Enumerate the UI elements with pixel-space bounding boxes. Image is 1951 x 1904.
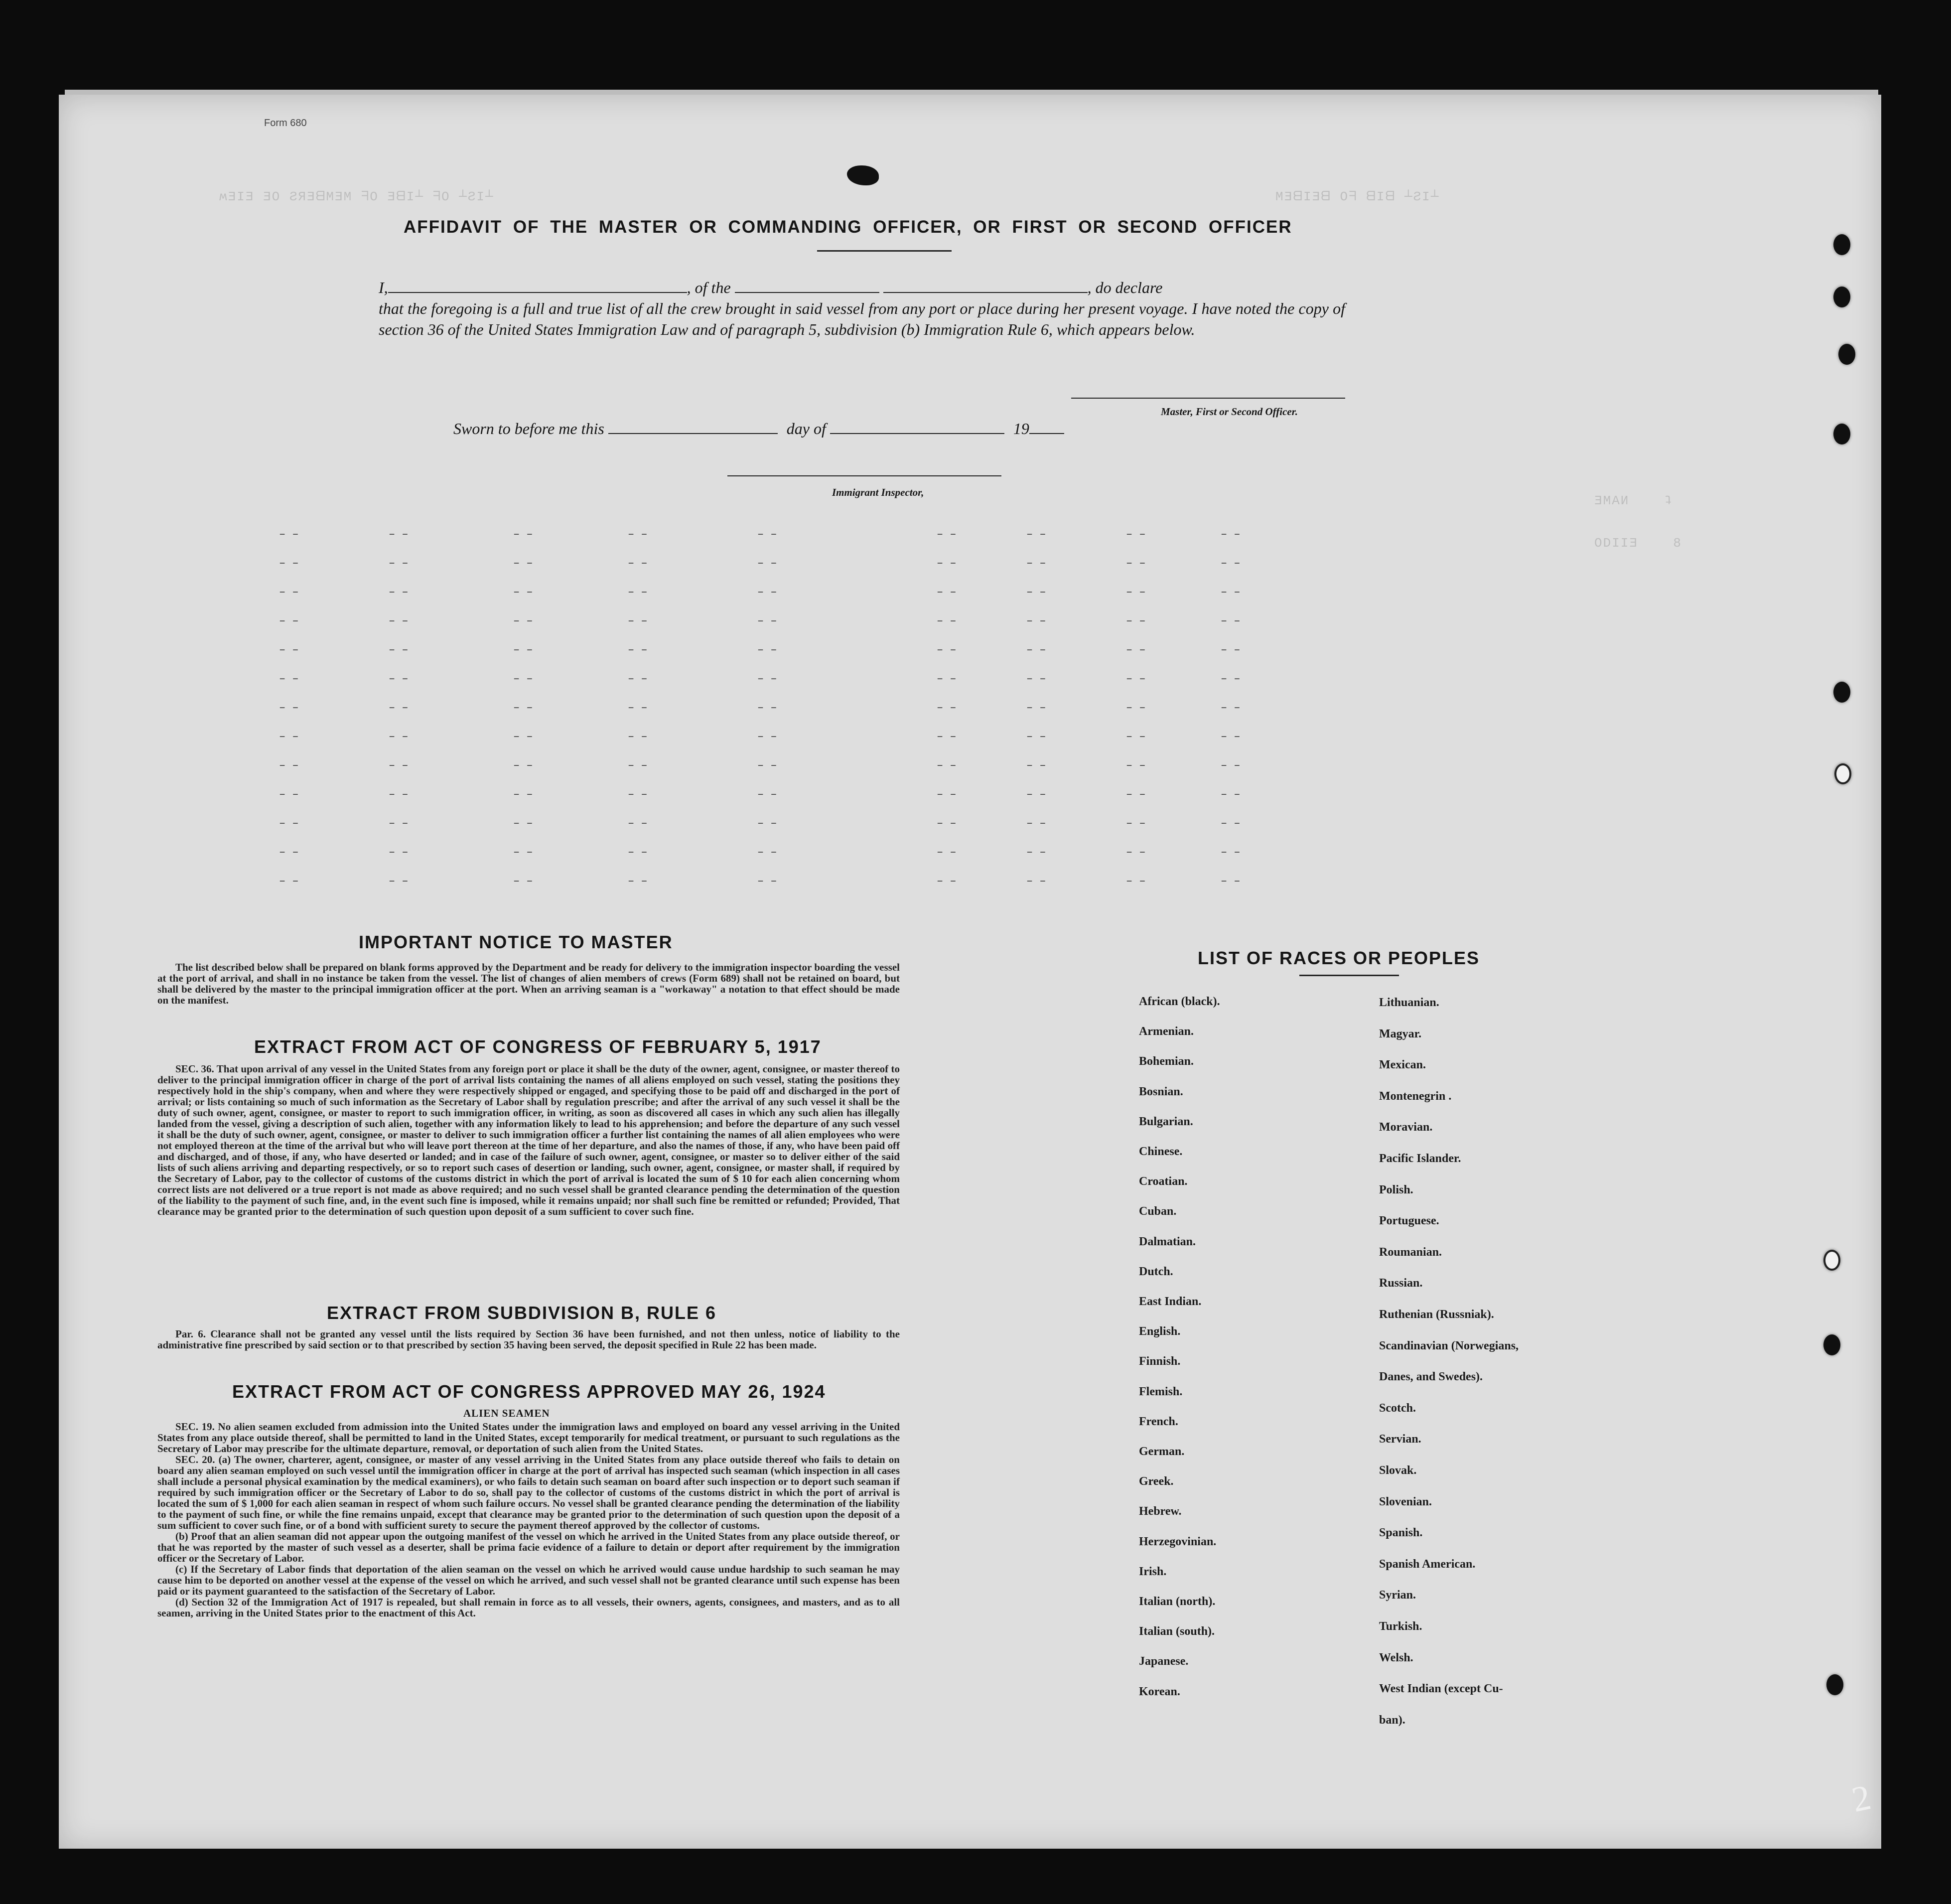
- ditto-mark: – –: [757, 673, 777, 685]
- section-20c-paragraph: (c) If the Secretary of Labor finds that deportation of the alien seaman on the vessel on which he arrived would cause undue hardship to such seaman he may cause him to be deported on another vessel at the expense of the vessel on which he arrived, and such vessel shall not be granted clearance until such expense has been paid or its payment guaranteed to the satisfaction of the Secretary of Labor.: [157, 1563, 900, 1597]
- race-item: Bohemian.: [1139, 1055, 1194, 1068]
- binder-hole: [1833, 424, 1850, 444]
- ditto-mark: – –: [513, 759, 533, 772]
- ditto-mark: – –: [1221, 817, 1241, 830]
- ditto-mark: – –: [757, 586, 777, 598]
- rule-6-text: [157, 1328, 900, 1350]
- ditto-mark: – –: [757, 788, 777, 801]
- ditto-mark: – –: [1221, 586, 1241, 598]
- ditto-mark: – –: [1126, 644, 1146, 656]
- bleed-through-text: MƎᗺIƎᗺ Oᖷ ᗺIᗺ ┴ƧI┴: [1275, 189, 1440, 204]
- ditto-mark: – –: [628, 673, 648, 685]
- form-number: Form 680: [264, 118, 307, 129]
- race-item: Bosnian.: [1139, 1085, 1183, 1098]
- ditto-mark: – –: [389, 846, 409, 859]
- ditto-mark: – –: [757, 817, 777, 830]
- ditto-mark: – –: [1221, 759, 1241, 772]
- inspector-label: Immigrant Inspector,: [832, 486, 924, 498]
- race-item: Russian.: [1379, 1277, 1423, 1290]
- sworn-year-prefix: 19: [1013, 420, 1029, 438]
- declarant-name-blank: [388, 280, 687, 293]
- race-item: Herzegovinian.: [1139, 1535, 1217, 1548]
- notice-paragraph: The list described below shall be prepared on blank forms approved by the Department and be ready for delivery to the immigration inspector boarding the vessel at the port of arrival, and shall in no instance be taken from the vessel. The list of changes of alien members of crews (Form 689) shall not be retained on board, but shall be delivered by the master to the principal immigration officer at the port. When an arriving seaman is a "workaway" a notation to that effect should be made on the manifest.: [157, 961, 900, 1006]
- ditto-mark: – –: [389, 673, 409, 685]
- race-item: Korean.: [1139, 1685, 1180, 1698]
- ditto-mark: – –: [1026, 528, 1046, 541]
- race-item: Slovenian.: [1379, 1495, 1432, 1508]
- alien-seamen-subtitle: ALIEN SEAMEN: [463, 1407, 550, 1419]
- ditto-mark: – –: [279, 644, 299, 656]
- ditto-mark: – –: [757, 875, 777, 887]
- binder-hole: [1833, 234, 1850, 255]
- ditto-mark: – –: [513, 673, 533, 685]
- title-underline: [817, 250, 952, 252]
- ditto-mark: – –: [1126, 528, 1146, 541]
- ditto-mark: – –: [937, 875, 957, 887]
- ditto-mark: – –: [513, 817, 533, 830]
- binder-hole: [1838, 344, 1855, 365]
- ditto-mark: – –: [513, 875, 533, 887]
- ditto-mark: – –: [1026, 759, 1046, 772]
- declarant-of: , of the: [687, 279, 731, 296]
- race-item: Scandinavian (Norwegians,: [1379, 1339, 1519, 1352]
- ditto-mark: – –: [389, 702, 409, 714]
- ditto-mark: – –: [1026, 846, 1046, 859]
- ditto-mark: – –: [1026, 788, 1046, 801]
- ditto-mark: – –: [389, 731, 409, 743]
- race-item: Polish.: [1379, 1183, 1413, 1196]
- races-underline: [1299, 975, 1399, 976]
- ditto-mark: – –: [937, 817, 957, 830]
- ditto-mark: – –: [1221, 875, 1241, 887]
- race-item: French.: [1139, 1415, 1178, 1428]
- race-item: Mexican.: [1379, 1058, 1426, 1072]
- ditto-mark: – –: [279, 615, 299, 627]
- ditto-mark: – –: [1221, 557, 1241, 570]
- ditto-mark: – –: [1126, 586, 1146, 598]
- ditto-mark: – –: [1221, 673, 1241, 685]
- ditto-mark: – –: [279, 788, 299, 801]
- race-item: East Indian.: [1139, 1295, 1202, 1308]
- binder-hole: [1833, 287, 1850, 307]
- race-item: Chinese.: [1139, 1145, 1183, 1158]
- race-item: Slovak.: [1379, 1464, 1417, 1477]
- ditto-mark: – –: [628, 846, 648, 859]
- ditto-mark: – –: [279, 731, 299, 743]
- binder-hole: [1823, 1334, 1840, 1355]
- ditto-mark: – –: [279, 586, 299, 598]
- ditto-mark: – –: [1221, 644, 1241, 656]
- extract-1924-title: EXTRACT FROM ACT OF CONGRESS APPROVED MAY 26, 1924: [232, 1381, 826, 1402]
- extract-1924-text: [157, 1421, 900, 1618]
- ditto-mark: – –: [628, 875, 648, 887]
- race-item: German.: [1139, 1445, 1185, 1458]
- race-item: English.: [1139, 1325, 1181, 1338]
- ditto-mark: – –: [279, 846, 299, 859]
- ditto-mark: – –: [757, 846, 777, 859]
- race-item: Finnish.: [1139, 1355, 1181, 1368]
- ditto-marks-grid: [279, 528, 1275, 927]
- binder-hole: [1834, 763, 1851, 784]
- ditto-mark: – –: [628, 615, 648, 627]
- ditto-mark: – –: [937, 673, 957, 685]
- race-item: Syrian.: [1379, 1589, 1416, 1602]
- race-item: Ruthenian (Russniak).: [1379, 1308, 1494, 1321]
- races-title: LIST OF RACES OR PEOPLES: [1198, 948, 1480, 968]
- ditto-mark: – –: [628, 702, 648, 714]
- ditto-mark: – –: [389, 817, 409, 830]
- sworn-year-blank: [1029, 421, 1064, 434]
- ditto-mark: – –: [389, 644, 409, 656]
- race-item: Spanish American.: [1379, 1557, 1476, 1571]
- ditto-mark: – –: [628, 759, 648, 772]
- ditto-mark: – –: [513, 528, 533, 541]
- race-item: Greek.: [1139, 1475, 1174, 1488]
- race-item: Pacific Islander.: [1379, 1152, 1461, 1165]
- ditto-mark: – –: [513, 644, 533, 656]
- vessel-name-blank: [735, 280, 879, 293]
- bleed-through-text: ƎMAИ ʇ: [1594, 493, 1673, 508]
- ditto-mark: – –: [1221, 528, 1241, 541]
- ditto-mark: – –: [1221, 788, 1241, 801]
- ditto-mark: – –: [513, 615, 533, 627]
- ditto-mark: – –: [513, 586, 533, 598]
- ditto-mark: – –: [628, 788, 648, 801]
- ditto-mark: – –: [1126, 817, 1146, 830]
- race-item: Welsh.: [1379, 1651, 1413, 1664]
- declaration-text: that the foregoing is a full and true list of all the crew brought in said vessel from any port or place during her present voyage. I have noted the copy of section 36 of the United States Immigration Law and of paragraph 5, subdivision (b) Immigration Rule 6, which appears below.: [379, 299, 1345, 338]
- ditto-mark: – –: [1126, 615, 1146, 627]
- ditto-mark: – –: [1126, 875, 1146, 887]
- ditto-mark: – –: [937, 586, 957, 598]
- race-item: Croatian.: [1139, 1175, 1188, 1188]
- declarant-prefix: I,: [379, 279, 388, 296]
- ditto-mark: – –: [389, 759, 409, 772]
- section-36-paragraph: SEC. 36. That upon arrival of any vessel in the United States from any foreign port or place it shall be the duty of the owner, agent, consignee, or master thereof to deliver to the principal immigration officer in charge of the port of arrival lists containing the names of all aliens employed on such vessel, stating the positions they respectively hold in the ship's company, when and where they were respectively shipped or engaged, and specifying those to be paid off and discharged in the port of arrival; or lists containing so much of such information as the Secretary of Labor shall by regulation prescribe; and after the arrival of any such vessel it shall be the duty of such owner, agent, consignee, or master to report to such immigration officer, in writing, as soon as discovered all cases in which any such alien has illegally landed from the vessel, giving a description of such alien, together with any information likely to lead to his apprehension; and before the departure of any such vessel it shall be the duty of such owner, agent, consignee, or master to deliver to such immigration officer a further list containing the names of all alien employees who were not employed thereon at the time of the arrival but who will leave port thereon at the time of her departure, and also the names of those, if any, who have been paid off and discharged, and of those, if any, who have deserted or landed; and in case of the failure of such owner, agent, consignee, or master so to deliver either of the said lists of such aliens arriving and departing respectively, or so to report such cases of desertion or landing, such owner, agent, consignee, or master shall, if required by the Secretary of Labor, pay to the collector of customs of the customs district in which the port of arrival is located the sum of $ 10 for each alien concerning whom correct lists are not delivered or a true report is not made as above required; and no such vessel shall be granted clearance pending the determination of the question of the liability to the payment of such fine, and, in the event such fine is imposed, while it remains unpaid; nor shall such fine be remitted or refunded; Provided, That clearance may be granted prior to the determination of such question upon deposit of a sum sufficient to cover such fine.: [157, 1063, 900, 1217]
- race-item: Lithuanian.: [1379, 996, 1439, 1009]
- race-item: Bulgarian.: [1139, 1115, 1193, 1128]
- race-item: Flemish.: [1139, 1385, 1183, 1398]
- race-item: Moravian.: [1379, 1121, 1433, 1134]
- ditto-mark: – –: [389, 557, 409, 570]
- ditto-mark: – –: [1126, 702, 1146, 714]
- race-item: Italian (south).: [1139, 1625, 1215, 1638]
- race-item: Japanese.: [1139, 1655, 1189, 1668]
- race-item: Armenian.: [1139, 1025, 1194, 1038]
- ditto-mark: – –: [389, 528, 409, 541]
- ditto-mark: – –: [1026, 702, 1046, 714]
- bleed-through-text: ʍƎIƎ ƎO ƧЯƎᗺMƎM ᖷO ƎᗺI┴ ᖷO ┴ƧI┴: [219, 189, 494, 204]
- ditto-mark: – –: [937, 759, 957, 772]
- race-item: Roumanian.: [1379, 1245, 1442, 1259]
- declaration-line: [379, 277, 1345, 298]
- affidavit-body: [379, 277, 1345, 340]
- ditto-mark: – –: [513, 731, 533, 743]
- race-item: Italian (north).: [1139, 1595, 1216, 1608]
- ditto-mark: – –: [279, 557, 299, 570]
- ditto-mark: – –: [937, 702, 957, 714]
- ditto-mark: – –: [937, 615, 957, 627]
- ditto-mark: – –: [1026, 673, 1046, 685]
- ditto-mark: – –: [1221, 702, 1241, 714]
- ditto-mark: – –: [279, 702, 299, 714]
- ditto-mark: – –: [279, 673, 299, 685]
- ditto-mark: – –: [1126, 557, 1146, 570]
- ditto-mark: – –: [937, 788, 957, 801]
- race-item: Turkish.: [1379, 1620, 1422, 1633]
- sworn-day-blank: [608, 421, 778, 434]
- extract-1917-text: [157, 1063, 900, 1217]
- ditto-mark: – –: [1126, 846, 1146, 859]
- ditto-mark: – –: [757, 528, 777, 541]
- ditto-mark: – –: [513, 557, 533, 570]
- notice-text: [157, 962, 900, 1006]
- inspector-signature-line: [727, 475, 1001, 476]
- ditto-mark: – –: [937, 731, 957, 743]
- race-item: Cuban.: [1139, 1205, 1177, 1218]
- ditto-mark: – –: [1026, 557, 1046, 570]
- ditto-mark: – –: [757, 557, 777, 570]
- ditto-mark: – –: [389, 788, 409, 801]
- ditto-mark: – –: [1026, 731, 1046, 743]
- ditto-mark: – –: [757, 615, 777, 627]
- ditto-mark: – –: [1026, 875, 1046, 887]
- race-item: ban).: [1379, 1713, 1405, 1727]
- ditto-mark: – –: [389, 875, 409, 887]
- ditto-mark: – –: [279, 759, 299, 772]
- race-item: Dutch.: [1139, 1265, 1173, 1278]
- page-number-mark: 2: [1848, 1777, 1874, 1820]
- ditto-mark: – –: [757, 702, 777, 714]
- section-19-paragraph: SEC. 19. No alien seamen excluded from admission into the United States under the immigration laws and employed on board any vessel arriving in the United States from any place outside thereof, shall be permitted to land in the United States, except temporarily for medical treatment, or pursuant to such regulations as the Secretary of Labor may prescribe for the ultimate departure, removal, or deportation of such alien from the United States.: [157, 1421, 900, 1455]
- ditto-mark: – –: [1026, 586, 1046, 598]
- ditto-mark: – –: [937, 644, 957, 656]
- ditto-mark: – –: [1221, 731, 1241, 743]
- race-item: Irish.: [1139, 1565, 1167, 1578]
- declarant-declare: , do declare: [1087, 279, 1163, 296]
- section-20a-paragraph: SEC. 20. (a) The owner, charterer, agent, consignee, or master of any vessel arriving in the United States from any place outside thereof who fails to detain on board any alien seaman employed on such vessel until the immigration officer in charge at the port of arrival has inspected such seaman (which inspection in all cases shall include a personal physical examination by the medical examiners), or who fails to detain such seaman on board after such inspection or to deport such seaman if required by such immigration officer or the Secretary of Labor to do so, shall pay to the collector of customs of the customs district in which the port of arrival is located the sum of $ 1,000 for each alien seaman in respect of whom such failure occurs. No vessel shall be granted clearance pending the determination of the liability to the payment of such fine, or while the fine remains unpaid, except that clearance may be granted prior to the determination of such question upon the deposit of a sum sufficient to cover such fine, or of a bond with sufficient surety to secure the payment thereof approved by the collector of customs.: [157, 1454, 900, 1531]
- ditto-mark: – –: [513, 788, 533, 801]
- ditto-mark: – –: [757, 731, 777, 743]
- ditto-mark: – –: [279, 528, 299, 541]
- ditto-mark: – –: [513, 702, 533, 714]
- ditto-mark: – –: [757, 644, 777, 656]
- ditto-mark: – –: [1126, 731, 1146, 743]
- master-signature-label: Master, First or Second Officer.: [1161, 406, 1298, 418]
- ditto-mark: – –: [1126, 759, 1146, 772]
- race-item: West Indian (except Cu-: [1379, 1682, 1503, 1696]
- notice-title: IMPORTANT NOTICE TO MASTER: [359, 932, 673, 952]
- ditto-mark: – –: [937, 528, 957, 541]
- ditto-mark: – –: [389, 615, 409, 627]
- section-20b-paragraph: (b) Proof that an alien seaman did not appear upon the outgoing manifest of the vessel on which he arrived in the United States from any place outside thereof, or that he was reported by the master of such vessel as a deserter, shall be prima facie evidence of a failure to detain or deport after requirement by the immigration officer or the Secretary of Labor.: [157, 1530, 900, 1564]
- race-item: Montenegrin .: [1379, 1089, 1452, 1103]
- affidavit-title: AFFIDAVIT OF THE MASTER OR COMMANDING OFFICER, OR FIRST OR SECOND OFFICER: [404, 217, 1292, 237]
- ditto-mark: – –: [628, 731, 648, 743]
- section-20d-paragraph: (d) Section 32 of the Immigration Act of 1917 is repealed, but shall remain in force as to all vessels, their owners, agents, consignees, and masters, and as to all seamen, arriving in the United States prior to the enactment of this Act.: [157, 1596, 900, 1619]
- sworn-day-of: day of: [786, 420, 826, 438]
- ditto-mark: – –: [757, 759, 777, 772]
- race-item: Dalmatian.: [1139, 1235, 1196, 1248]
- ditto-mark: – –: [628, 528, 648, 541]
- ditto-mark: – –: [628, 557, 648, 570]
- binder-hole: [1823, 1250, 1840, 1271]
- rule-6-title: EXTRACT FROM SUBDIVISION B, RULE 6: [327, 1303, 717, 1323]
- sworn-text: Sworn to before me this: [453, 420, 604, 438]
- ditto-mark: – –: [628, 817, 648, 830]
- ditto-mark: – –: [937, 846, 957, 859]
- ditto-mark: – –: [1026, 644, 1046, 656]
- race-item: Danes, and Swedes).: [1379, 1370, 1483, 1384]
- extract-1917-title: EXTRACT FROM ACT OF CONGRESS OF FEBRUARY 5, 1917: [254, 1036, 822, 1057]
- ditto-mark: – –: [937, 557, 957, 570]
- binder-hole: [1826, 1674, 1843, 1695]
- race-item: Servian.: [1379, 1433, 1421, 1446]
- master-signature-line: [1071, 398, 1345, 399]
- sworn-month-blank: [830, 421, 1004, 434]
- ditto-mark: – –: [1026, 615, 1046, 627]
- ditto-mark: – –: [279, 875, 299, 887]
- race-item: Hebrew.: [1139, 1505, 1182, 1518]
- ditto-mark: – –: [279, 817, 299, 830]
- ditto-mark: – –: [628, 644, 648, 656]
- sworn-line: [453, 420, 1064, 438]
- race-item: Scotch.: [1379, 1401, 1416, 1415]
- ditto-mark: – –: [628, 586, 648, 598]
- ditto-mark: – –: [389, 586, 409, 598]
- race-item: African (black).: [1139, 995, 1220, 1008]
- race-item: Magyar.: [1379, 1027, 1422, 1040]
- bleed-through-text: ОDIIƎ 8: [1594, 536, 1682, 551]
- vessel-origin-blank: [883, 280, 1088, 293]
- paragraph-6: Par. 6. Clearance shall not be granted any vessel until the lists required by Section 36 have been furnished, and not then unless, notice of liability to the administrative fine prescribed by said section or to that prescribed by section 35 having been served, the deposit specified in Rule 22 has been made.: [157, 1328, 900, 1351]
- ditto-mark: – –: [513, 846, 533, 859]
- race-item: Portuguese.: [1379, 1214, 1439, 1228]
- ditto-mark: – –: [1221, 846, 1241, 859]
- binder-hole: [1833, 682, 1850, 703]
- ditto-mark: – –: [1221, 615, 1241, 627]
- ditto-mark: – –: [1126, 788, 1146, 801]
- ditto-mark: – –: [1026, 817, 1046, 830]
- race-item: Spanish.: [1379, 1526, 1423, 1540]
- ditto-mark: – –: [1126, 673, 1146, 685]
